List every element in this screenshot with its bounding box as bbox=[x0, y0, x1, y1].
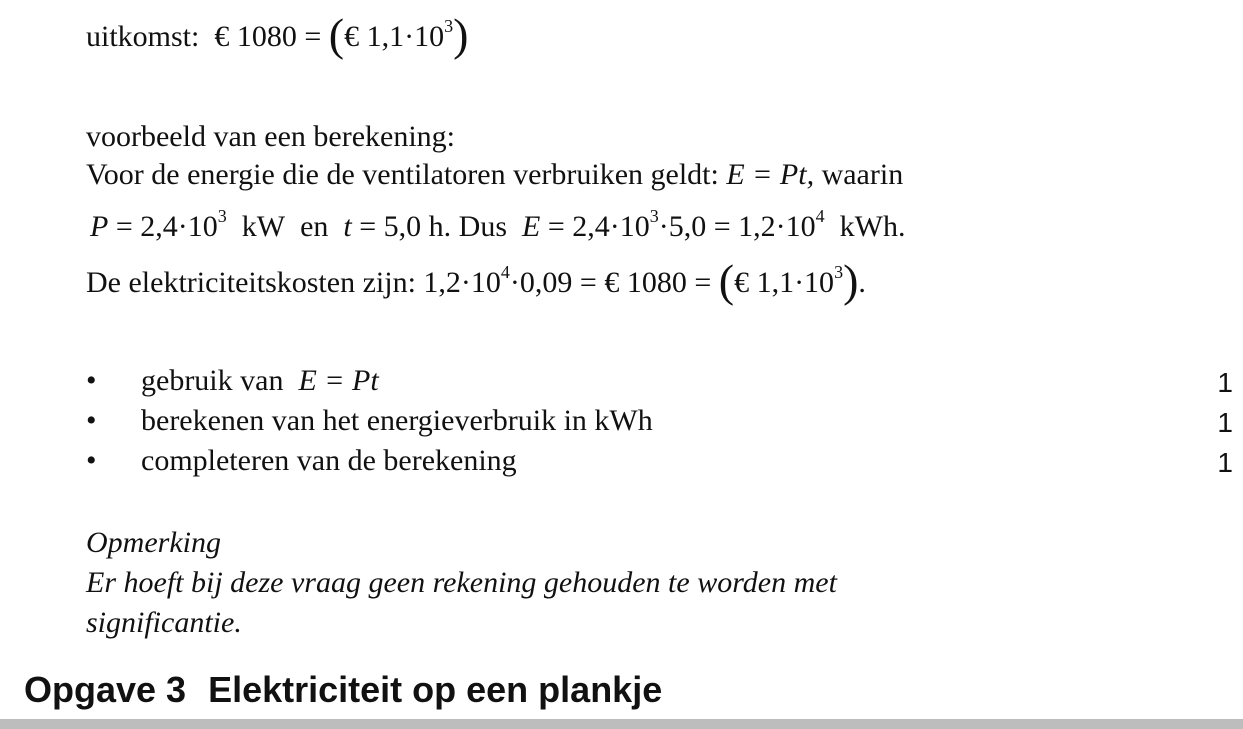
close-paren: ) bbox=[843, 255, 859, 306]
close-paren: ) bbox=[453, 9, 469, 60]
result-line bbox=[86, 9, 469, 60]
example-line-2: $P = 2,4\cdot 10^3$ kW en t = 5,0 h. Dus $E = 2,4\cdot 10^3\cdot 5,0 = 1,2\cdot 10^4$ kWh. bbox=[90, 206, 906, 243]
remark-title: Opmerking bbox=[86, 526, 221, 559]
section-title: Elektriciteit op een plankje bbox=[208, 669, 663, 710]
result-value: € 1080 = bbox=[214, 20, 322, 53]
page-divider bbox=[0, 719, 1243, 729]
example-line-3: De elektriciteitskosten zijn: $1,2\cdot 10^4\cdot 0,09$ = € 1080 = (€ $1,1\cdot 10^3$). bbox=[86, 255, 866, 306]
bullet-icon: • bbox=[86, 404, 97, 437]
open-paren: ( bbox=[328, 9, 345, 60]
result-alt: € $1,1\cdot 10^3$ bbox=[344, 16, 454, 53]
result-label: uitkomst: bbox=[86, 20, 200, 53]
formula-e-pt: E = Pt, bbox=[726, 158, 815, 191]
bullet-icon: • bbox=[86, 364, 97, 397]
section-number: Opgave 3 bbox=[24, 669, 187, 710]
remark-line-2: significantie. bbox=[86, 606, 242, 639]
open-paren: ( bbox=[718, 255, 735, 306]
section-heading bbox=[24, 669, 663, 710]
bullet-icon: • bbox=[86, 444, 97, 477]
criterion-3-score: 1 bbox=[1217, 447, 1233, 478]
remark-line-1: Er hoeft bij deze vraag geen rekening gehouden te worden met bbox=[86, 566, 837, 599]
example-line-1: Voor de energie die de ventilatoren verbruiken geldt: E = Pt, waarin bbox=[86, 158, 904, 191]
example-heading: voorbeeld van een berekening: bbox=[86, 120, 456, 153]
criterion-1-score: 1 bbox=[1217, 367, 1233, 398]
criterion-2-score: 1 bbox=[1217, 407, 1233, 438]
